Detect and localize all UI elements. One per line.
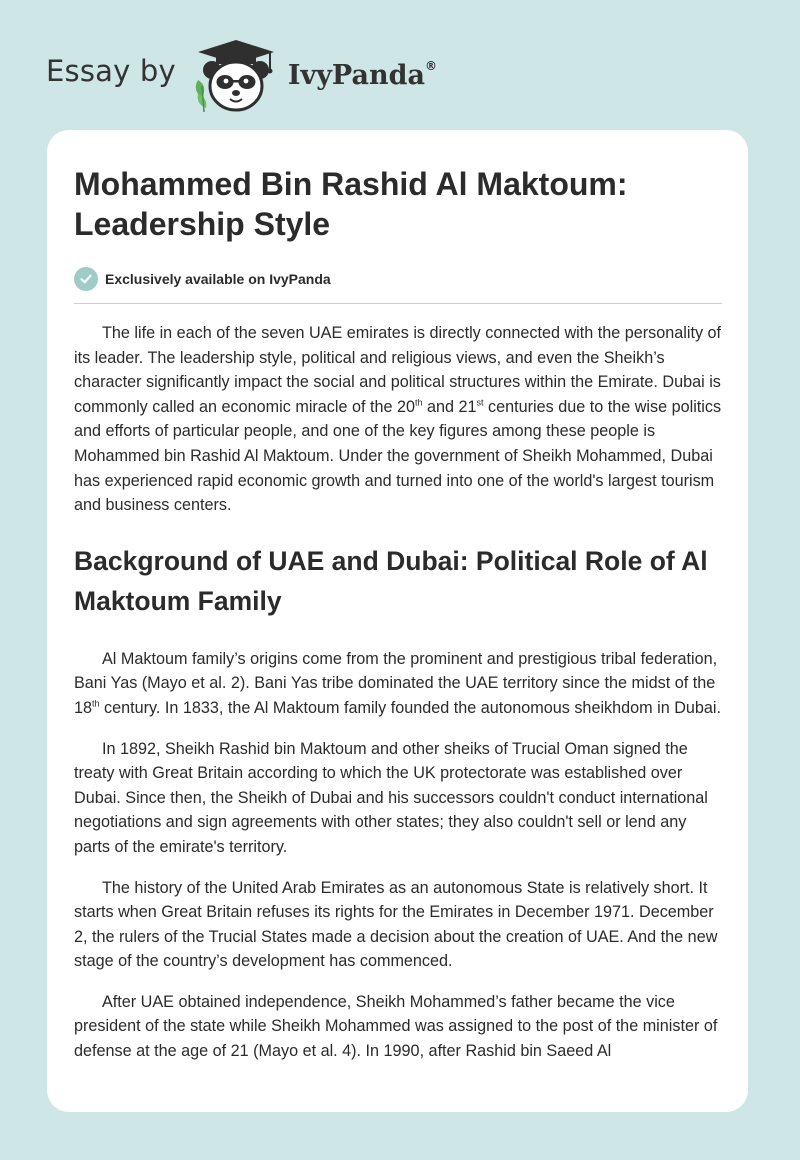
paragraph-origins: Al Maktoum family’s origins come from the prominent and prestigious tribal federation, Bani Yas (Mayo et al. 2). Bani Yas tribe dominated the UAE territory since the midst of the 18th century. In 1833, the Al Maktoum family founded the autonomous sheikhdom in Dubai. — [74, 649, 722, 717]
article-card — [47, 130, 748, 1112]
panda-logo-icon[interactable] — [190, 36, 282, 114]
intro-paragraph: The life in each of the seven UAE emirates is directly connected with the personality of its leader. The leadership style, political and religious views, and even the Sheikh’s character significantly impact the social and political structures within the Emirate. Dubai is commonly called an economic miracle of the 20th and 21st centuries due to the wise politics and efforts of particular people, and one of the key figures among these people is Mohammed bin Rashid Al Maktoum. Under the government of Sheikh Mohammed, Dubai has experienced rapid economic growth and turned into one of the world's largest tourism and business centers. — [74, 324, 722, 515]
divider — [74, 303, 722, 304]
site-header — [46, 36, 506, 114]
exclusive-label: Exclusively available on IvyPanda — [105, 271, 331, 287]
article-content — [74, 164, 722, 1064]
essay-by-label: Essay by — [46, 54, 176, 88]
exclusive-badge — [74, 264, 722, 294]
check-icon — [74, 267, 98, 291]
paragraph-independence: After UAE obtained independence, Sheikh Mohammed’s father became the vice president of the state while Sheikh Mohammed was assigned to the post of the minister of defense at the age of 21 (Mayo et al. 4). In 1990, after Rashid bin Saeed Al — [74, 992, 718, 1061]
section-heading: Background of UAE and Dubai: Political Role of Al Maktoum Family — [74, 545, 708, 616]
paragraph-treaty: In 1892, Sheikh Rashid bin Maktoum and other sheiks of Trucial Oman signed the treaty with Great Britain according to which the UK protectorate was established over Dubai. Since then, the Sheikh of Dubai and his successors couldn't conduct international negotiations and sign agreements with other states; they also couldn't sell or lend any parts of the emirate's territory. — [74, 739, 708, 856]
brand-name[interactable]: IvyPanda® — [287, 58, 437, 91]
page-title: Mohammed Bin Rashid Al Maktoum: Leadership Style — [74, 166, 628, 242]
paragraph-history: The history of the United Arab Emirates as an autonomous State is relatively short. It starts when Great Britain refuses its rights for the Emirates in December 1971. December 2, the rulers of the Trucial States made a decision about the creation of UAE. And the new stage of the country’s development has commenced. — [74, 878, 718, 971]
registered-mark: ® — [424, 58, 437, 73]
